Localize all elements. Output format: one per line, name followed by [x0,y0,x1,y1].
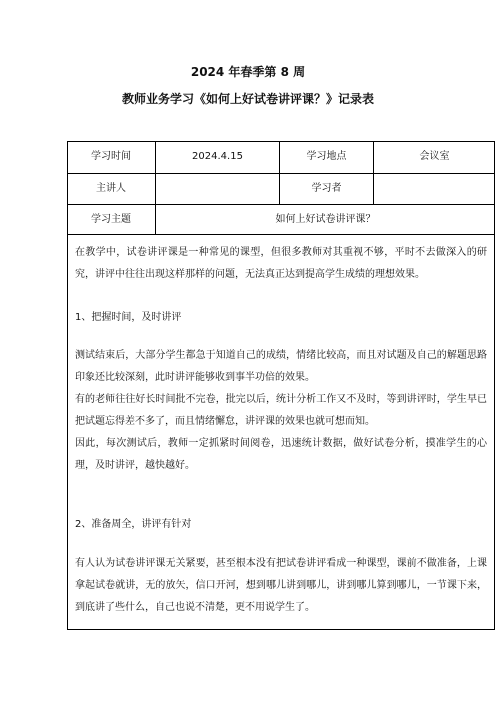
section-1-paragraph-2: 有的老师往往好长时间批不完卷，批完以后，统计分析工作又不及时，等到讲评时，学生早已把试题忘得差不多了，而且情绪懈怠，讲评课的效果也就可想而知。 [75,394,487,427]
section-2-heading: 2、准备周全，讲评有针对 [75,519,192,530]
section-1-block [75,345,487,477]
section-2-block [75,553,487,619]
section-2-paragraph-1: 有人认为试卷讲评课无关紧要，甚至根本没有把试卷讲评看成一种课型，课前不做准备，上课拿起试卷就讲，无的放矢，信口开河，想到哪儿讲到哪儿，讲到哪儿算到哪儿，一节课下来，到底讲了些什么，自己也说不清楚，更不用说学生了。 [75,558,487,613]
study-place-value: 会议室 [419,151,450,162]
speaker-value [156,174,279,204]
study-place-label: 学习地点 [306,151,347,162]
topic-value: 如何上好试卷讲评课？ [275,213,376,225]
learner-label: 学习者 [311,183,342,194]
document-title-week: 2024 年春季第 8 周 [190,65,306,79]
intro-paragraph: 在教学中，试卷讲评课是一种常见的课型，但很多教师对其重视不够，平时不去做深入的研究，讲评中往往出现这样那样的问题，无法真正达到提高学生成绩的理想效果。 [75,247,487,280]
study-time-label: 学习时间 [91,151,131,162]
intro-paragraph-block [75,242,487,286]
topic-label: 学习主题 [91,213,131,225]
speaker-label: 主讲人 [96,183,126,194]
learner-value [374,174,495,204]
table-divider [67,234,495,235]
section-1-paragraph-3: 因此，每次测试后，教师一定抓紧时间阅卷，迅速统计数据，做好试卷分析，摸准学生的心理，及时讲评，越快越好。 [75,438,487,471]
document-title-record: 教师业务学习《如何上好试卷讲评课？》记录表 [121,92,374,106]
section-1-paragraph-1: 测试结束后，大部分学生都急于知道自己的成绩，情绪比较高，而且对试题及自己的解题思路印象还比较深刻，此时讲评能够收到事半功倍的效果。 [75,350,487,383]
study-time-value: 2024.4.15 [192,151,243,162]
section-1-heading: 1、把握时间，及时讲评 [75,312,182,323]
